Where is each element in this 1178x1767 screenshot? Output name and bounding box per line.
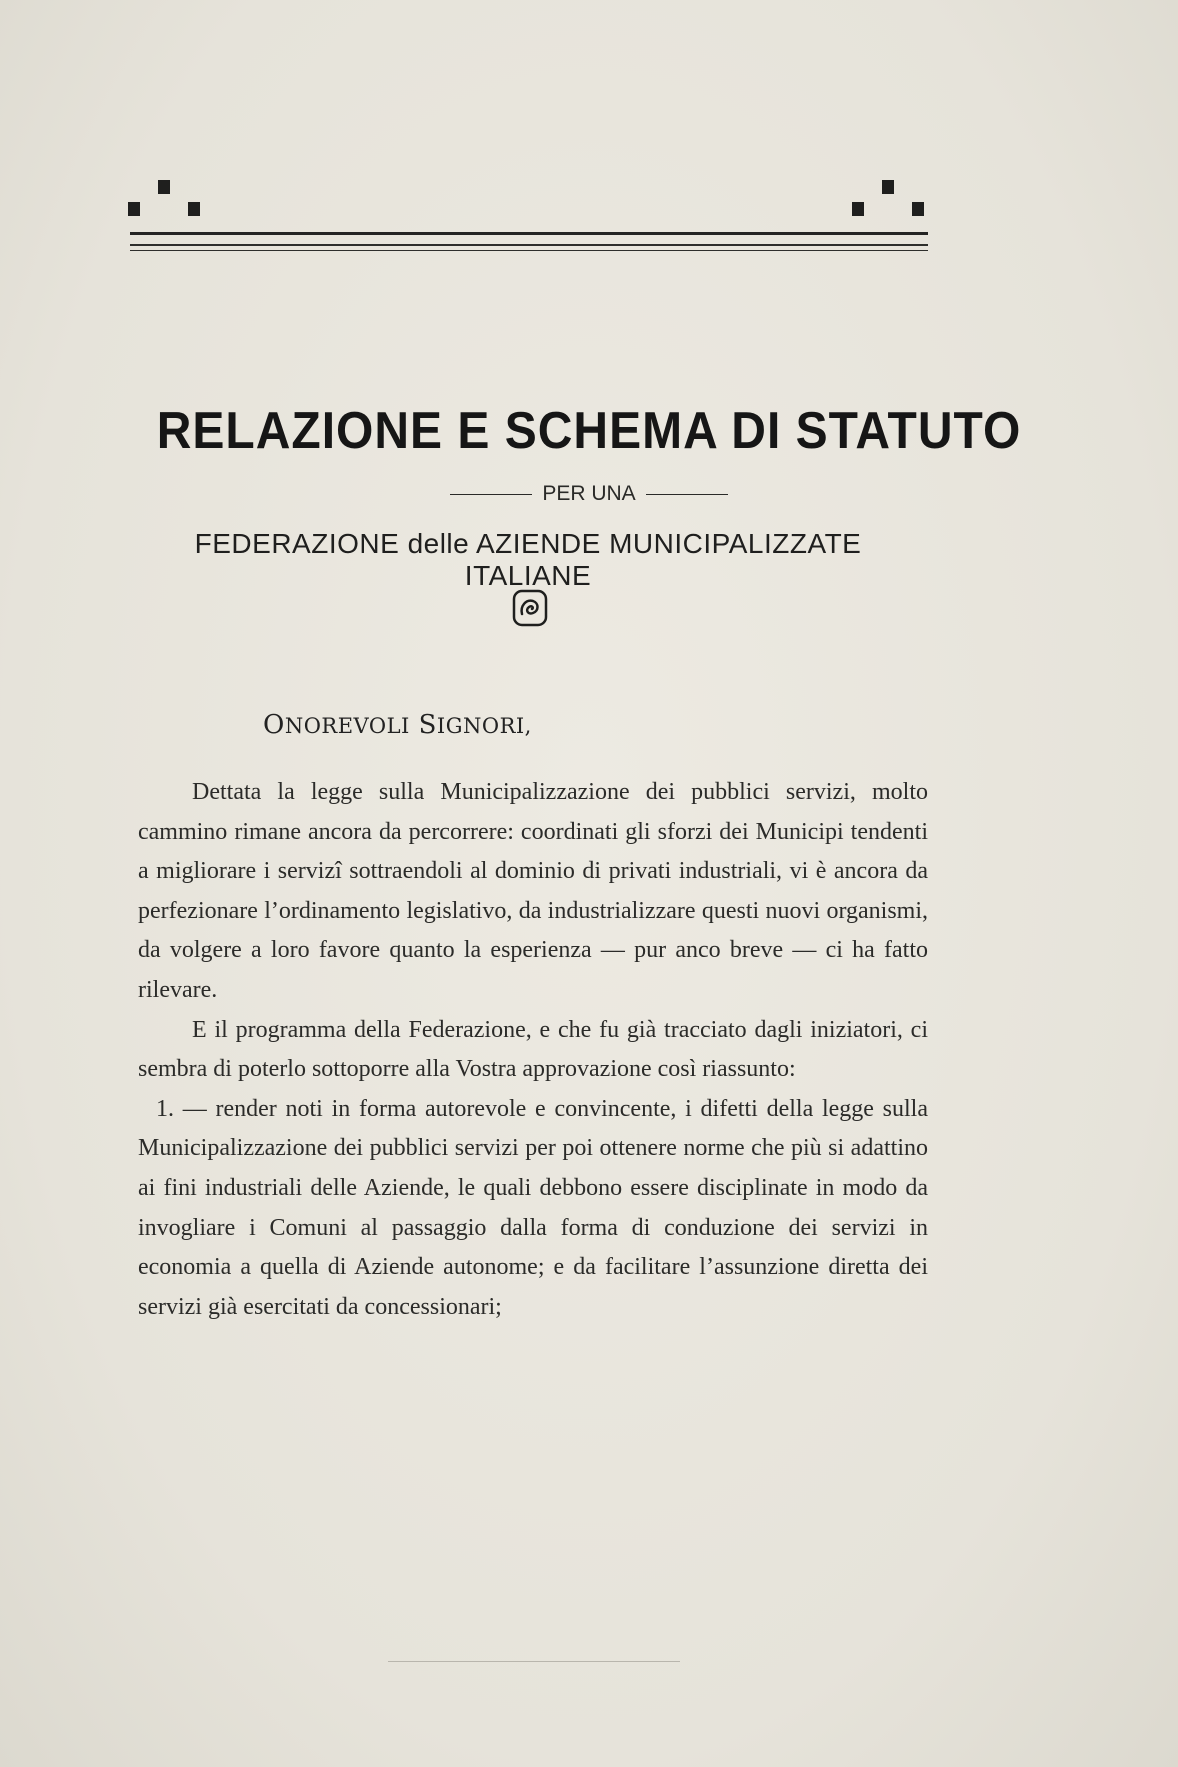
salutation-word-1: NOREVOLI [284,714,410,738]
paragraph: Dettata la legge sulla Municipalizzazione dei pubblici servizi, molto cammino rimane ancora da percorrere: coordinati gli sforzi dei Municipi tendenti a migliorare i servizî sottraendoli al dominio di privati industriali, vi è ancora da perfezionare l’ordinamento legislativo, da industrializzare questi nuovi organismi, da volgere a loro favore quanto la esperienza — pur anco breve — ci ha fatto rilevare. [138,779,928,1003]
dash-left [450,494,532,495]
swirl-icon [510,588,550,628]
salutation-word-2: IGNORI, [436,714,532,738]
header-rule-thin-secondary [130,250,928,251]
document-subtitle: FEDERAZIONE delle AZIENDE MUNICIPALIZZATE ITALIANE [194,528,862,591]
header-rule-thin [130,244,928,246]
list-item: 1. — render noti in forma autorevole e convincente, i difetti della legge sulla Municipalizzazione dei pubblici servizi per poi ottenere norme che più si adattino ai fini industriali delle Aziende, le quali debbono essere disciplinate in modo da invogliare i Comuni al passaggio dalla forma di conduzione dei servizi in economia a quella di Aziende autonome; e da facilitare l’assunzione diretta dei servizi già esercitati da concessionari; [138,1095,928,1320]
document-title: RELAZIONE E SCHEMA DI STATUTO [156,402,1022,461]
body-text [138,773,928,1327]
salutation-initial-o: O [263,710,285,740]
header-rule [130,232,928,235]
salutation [263,710,532,740]
footer-rule [388,1661,680,1662]
dash-right [646,494,728,495]
per-label: PER UNA [542,482,636,505]
salutation-initial-s: S [418,710,437,740]
square-cluster-icon [852,180,922,230]
per-line [0,482,1178,506]
paragraph: E il programma della Federazione, e che fu già tracciato dagli iniziatori, ci sembra di poterlo sottoporre alla Vostra approvazione così riassunto: [138,1016,928,1083]
square-cluster-icon [128,180,198,230]
